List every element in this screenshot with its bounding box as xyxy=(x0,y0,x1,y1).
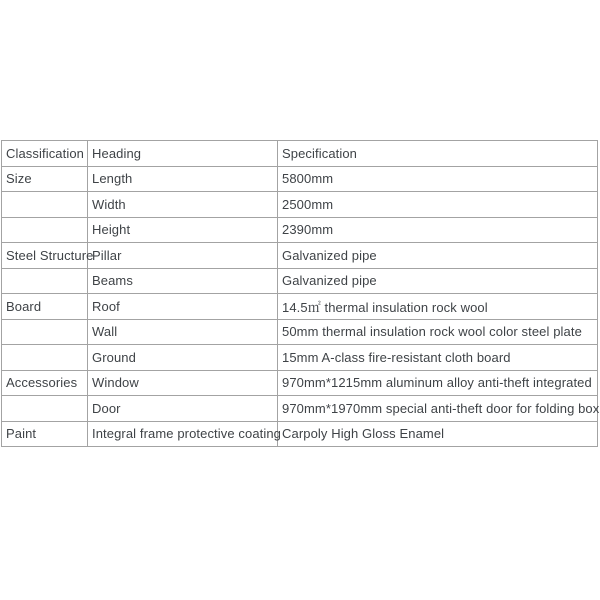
cell-classification: Board xyxy=(2,294,88,320)
header-heading: Heading xyxy=(88,141,278,167)
cell-specification: Galvanized pipe xyxy=(278,243,598,269)
cell-heading: Wall xyxy=(88,319,278,345)
cell-specification: Carpoly High Gloss Enamel xyxy=(278,421,598,447)
cell-specification: 15mm A-class fire-resistant cloth board xyxy=(278,345,598,371)
table-row xyxy=(2,166,598,192)
table-row xyxy=(2,345,598,371)
cell-classification xyxy=(2,345,88,371)
cell-classification xyxy=(2,268,88,294)
cell-heading: Window xyxy=(88,370,278,396)
table-row xyxy=(2,370,598,396)
cell-heading: Width xyxy=(88,192,278,218)
cell-specification: 50mm thermal insulation rock wool color steel plate xyxy=(278,319,598,345)
table-row xyxy=(2,243,598,269)
specification-table xyxy=(1,140,598,447)
cell-classification xyxy=(2,396,88,422)
cell-specification: 2390mm xyxy=(278,217,598,243)
cell-classification: Accessories xyxy=(2,370,88,396)
table-header-row xyxy=(2,141,598,167)
table-row xyxy=(2,217,598,243)
cell-classification xyxy=(2,217,88,243)
cell-specification: 2500mm xyxy=(278,192,598,218)
cell-heading: Length xyxy=(88,166,278,192)
cell-classification xyxy=(2,319,88,345)
cell-classification: Steel Structure xyxy=(2,243,88,269)
table-row xyxy=(2,192,598,218)
cell-classification: Size xyxy=(2,166,88,192)
cell-specification: 970mm*1970mm special anti-theft door for folding box xyxy=(278,396,598,422)
cell-specification: 14.5㎡ thermal insulation rock wool xyxy=(278,294,598,320)
cell-heading: Roof xyxy=(88,294,278,320)
table-row xyxy=(2,396,598,422)
cell-classification xyxy=(2,192,88,218)
cell-specification: Galvanized pipe xyxy=(278,268,598,294)
header-classification: Classification xyxy=(2,141,88,167)
cell-heading: Ground xyxy=(88,345,278,371)
cell-specification: 5800mm xyxy=(278,166,598,192)
cell-heading: Integral frame protective coating xyxy=(88,421,278,447)
table-row xyxy=(2,421,598,447)
table-row xyxy=(2,268,598,294)
table-row xyxy=(2,294,598,320)
cell-heading: Door xyxy=(88,396,278,422)
header-specification: Specification xyxy=(278,141,598,167)
table-row xyxy=(2,319,598,345)
cell-heading: Beams xyxy=(88,268,278,294)
cell-specification: 970mm*1215mm aluminum alloy anti-theft integrated xyxy=(278,370,598,396)
cell-heading: Height xyxy=(88,217,278,243)
cell-heading: Pillar xyxy=(88,243,278,269)
cell-classification: Paint xyxy=(2,421,88,447)
